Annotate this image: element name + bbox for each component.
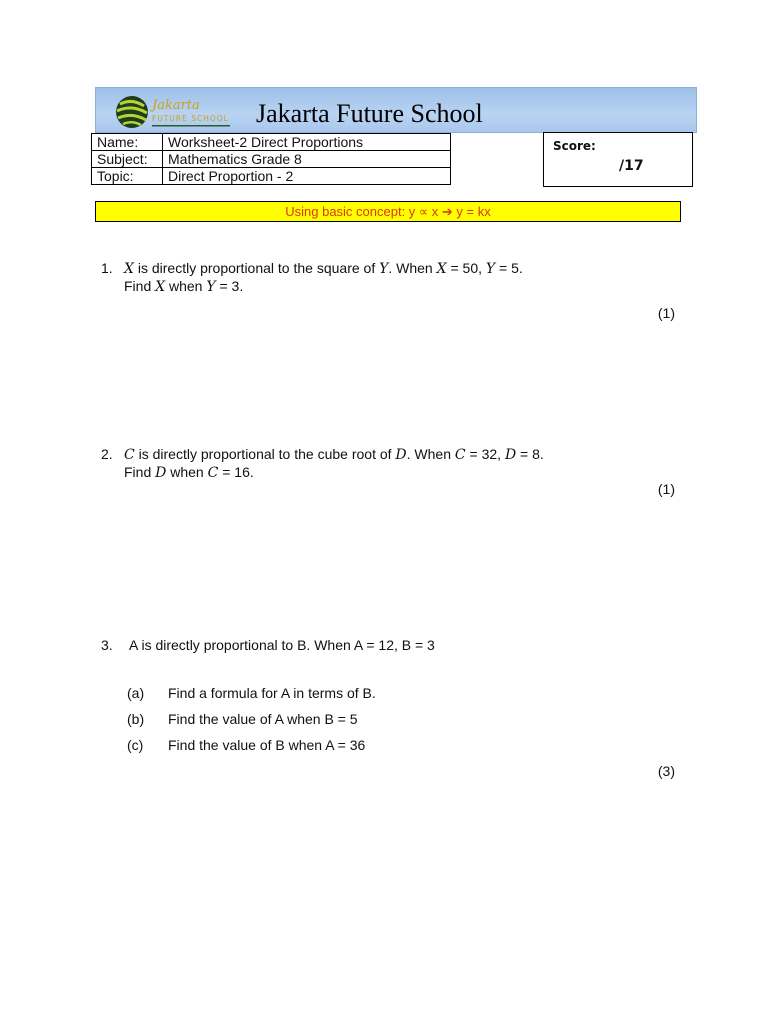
question-2-number: 2.: [101, 446, 113, 462]
question-1-line-2: Find X when Y = 3.: [124, 278, 244, 295]
score-label: Score:: [553, 139, 596, 153]
question-1-number: 1.: [101, 260, 113, 276]
svg-text:FUTURE SCHOOL: FUTURE SCHOOL: [152, 114, 229, 123]
subject-label: Subject:: [92, 151, 163, 168]
name-label: Name:: [92, 134, 163, 151]
question-1-marks: (1): [657, 305, 675, 321]
question-3-number: 3.: [101, 637, 113, 653]
question-3b-label: (b): [127, 711, 145, 727]
school-name: Jakarta Future School: [256, 99, 483, 128]
question-2-line-2: Find D when C = 16.: [124, 464, 254, 481]
svg-text:Jakarta: Jakarta: [152, 98, 200, 113]
concept-banner: Using basic concept: y ∝ x ➔ y = kx: [95, 201, 681, 222]
table-row: [92, 168, 451, 185]
question-2-marks: (1): [657, 481, 675, 497]
question-3b-text: Find the value of A when B = 5: [168, 711, 358, 727]
info-table: [91, 133, 451, 185]
question-3a-label: (a): [127, 685, 145, 701]
topic-value: Direct Proportion - 2: [163, 168, 451, 185]
table-row: [92, 151, 451, 168]
name-value: Worksheet-2 Direct Proportions: [163, 134, 451, 151]
subject-value: Mathematics Grade 8: [163, 151, 451, 168]
question-3c-text: Find the value of B when A = 36: [168, 737, 366, 753]
question-1-line-1: X is directly proportional to the square of Y. When X = 50, Y = 5.: [124, 260, 523, 277]
topic-label: Topic:: [92, 168, 163, 185]
score-value: /17: [619, 158, 644, 174]
question-3a-text: Find a formula for A in terms of B.: [168, 685, 376, 701]
question-3-marks: (3): [657, 763, 675, 779]
question-2-line-1: C is directly proportional to the cube root of D. When C = 32, D = 8.: [124, 446, 544, 463]
school-logo: [112, 94, 232, 130]
question-3-text: A is directly proportional to B. When A = 12, B = 3: [129, 637, 435, 653]
table-row: [92, 134, 451, 151]
score-box: [543, 132, 693, 187]
question-3c-label: (c): [127, 737, 144, 753]
